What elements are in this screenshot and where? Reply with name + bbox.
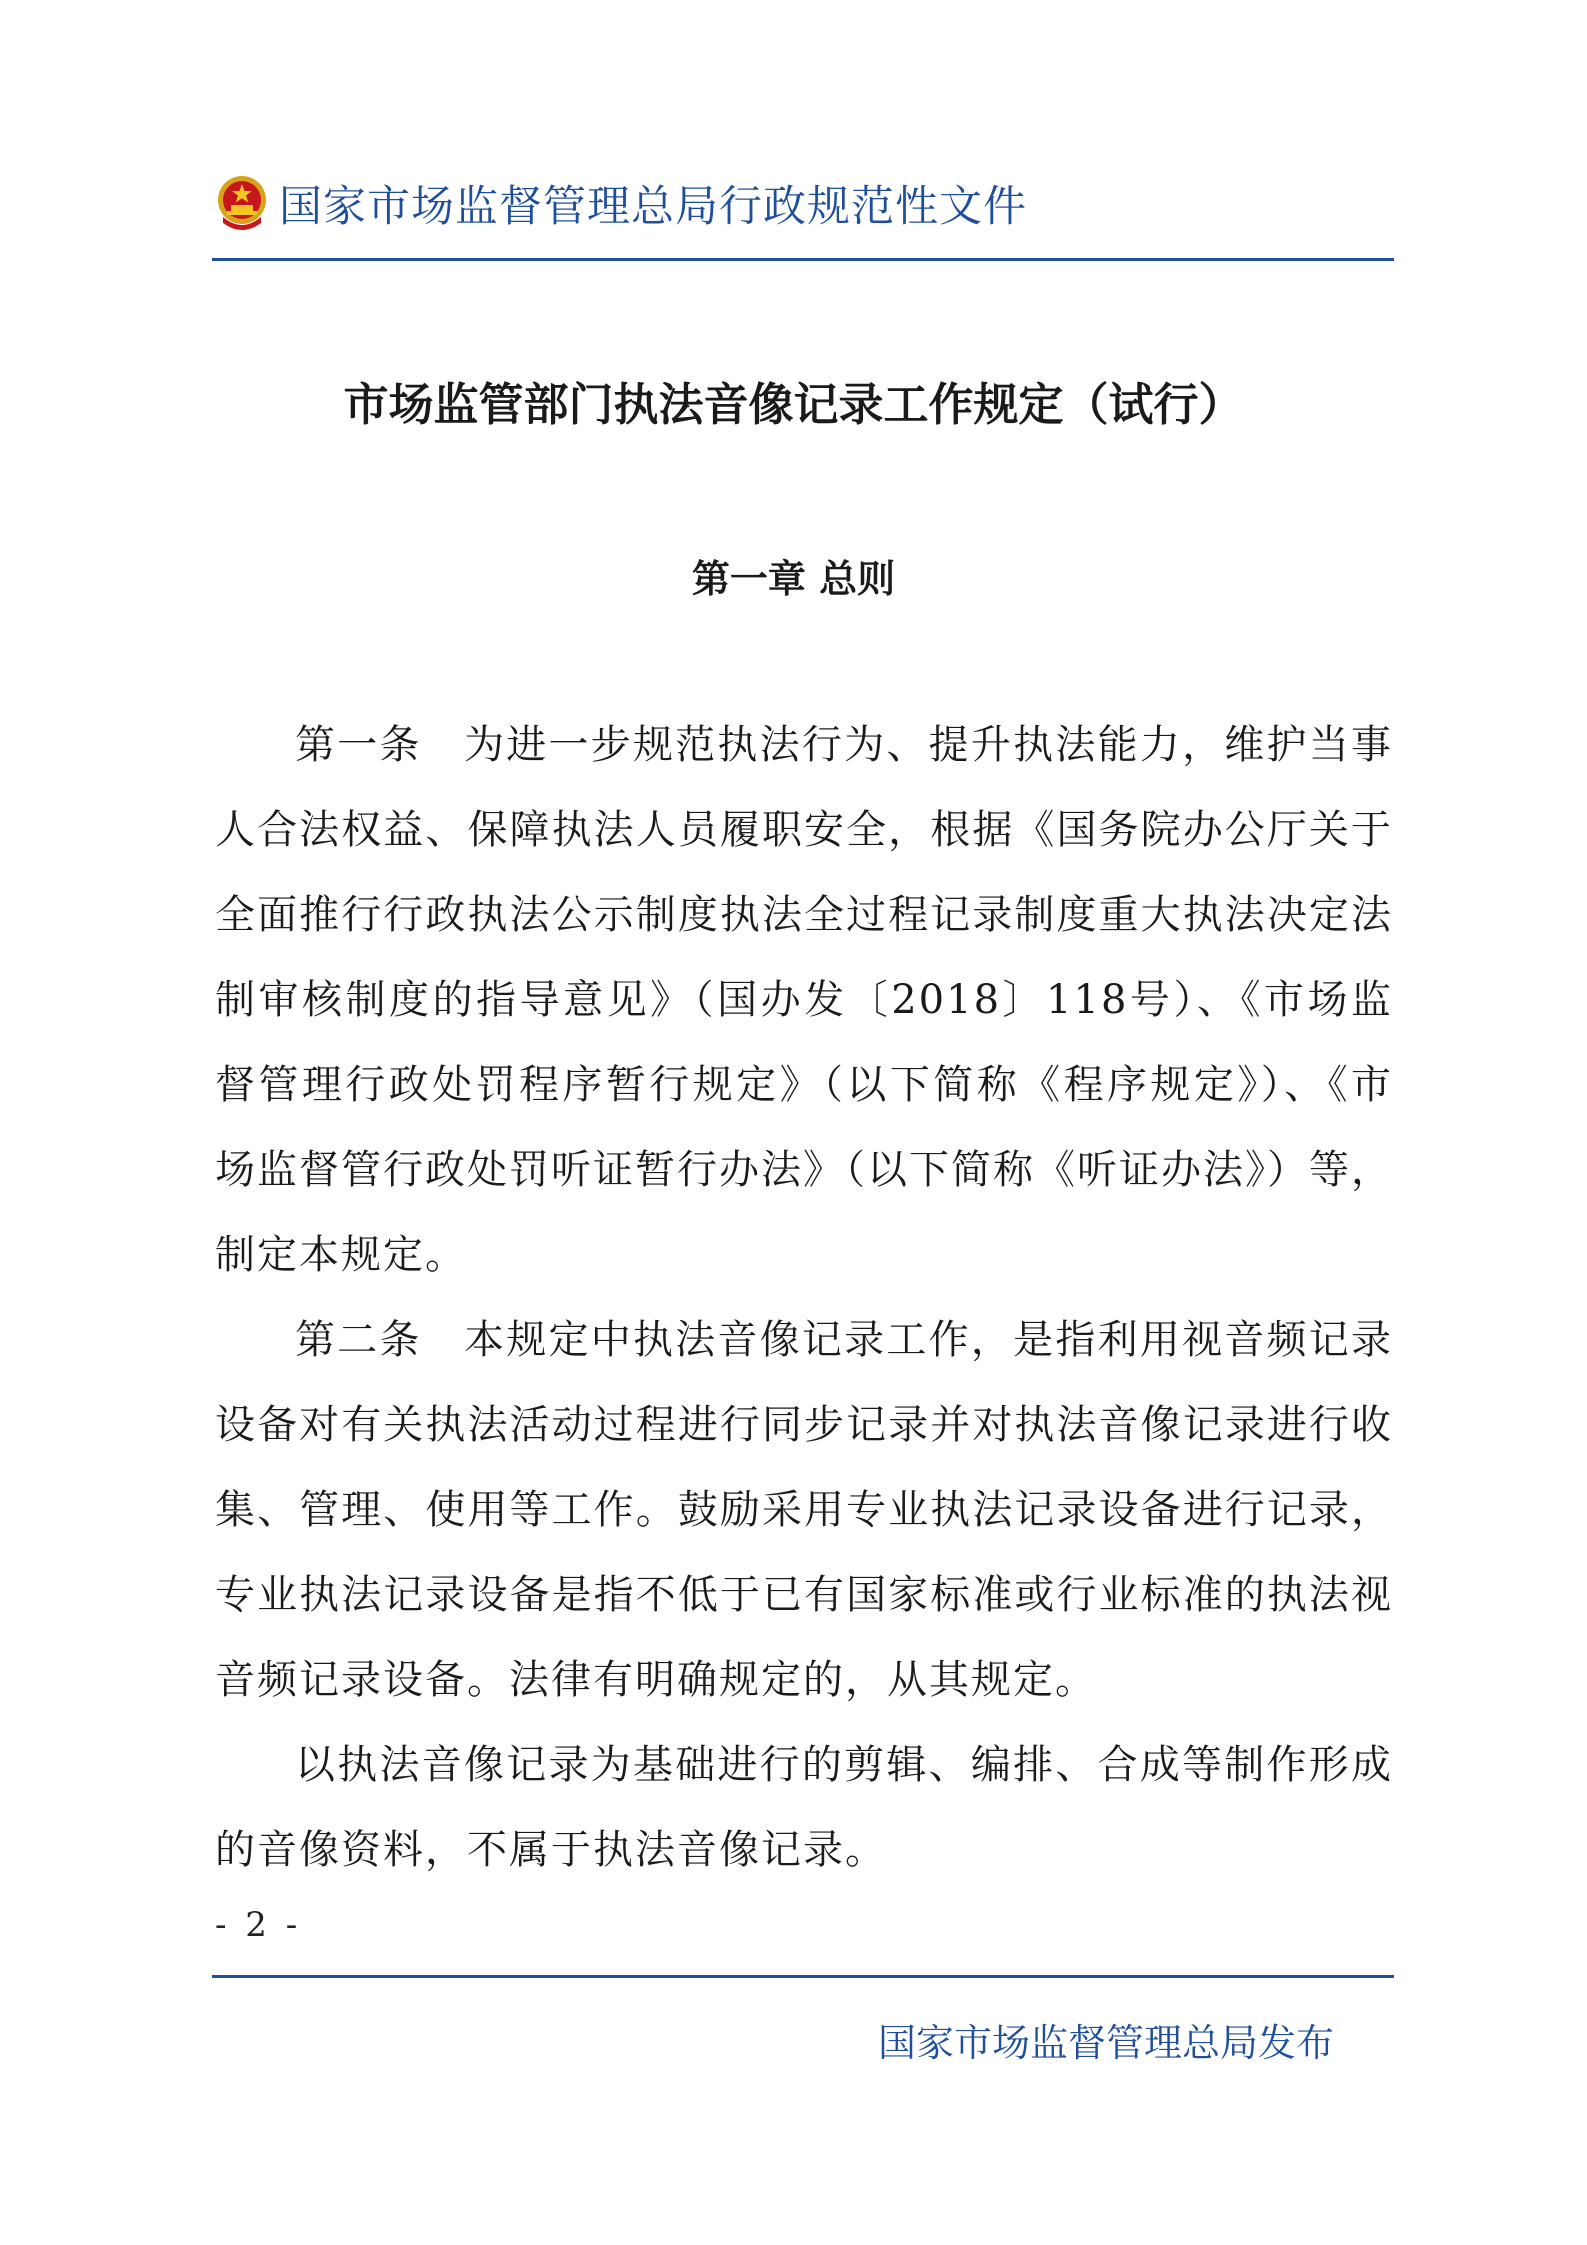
paragraph (215, 1723, 1393, 1893)
article-text: 为进一步规范执法行为、提升执法能力，维护当事人合法权益、保障执法人员履职安全，根据《国务院办公厅关于全面推行行政执法公示制度执法全过程记录制度重大执法决定法制审核制度的指导意见》（国办发〔2018〕118号）、《市场监督管理行政处罚程序暂行规定》（以下简称《程序规定》）、《市场监督管行政处罚听证暂行办法》（以下简称《听证办法》）等，制定本规定。 (215, 722, 1394, 1278)
national-emblem-icon (215, 173, 269, 233)
header-title: 国家市场监督管理总局行政规范性文件 (279, 181, 1027, 232)
chapter-heading: 第一章 总则 (691, 557, 896, 601)
document-body (215, 703, 1393, 1893)
article-paragraph (215, 703, 1393, 1298)
publisher-footer: 国家市场监督管理总局发布 (878, 2021, 1335, 2065)
page-number: - 2 - (215, 1905, 302, 1945)
paragraph-text: 以执法音像记录为基础进行的剪辑、编排、合成等制作形成的音像资料，不属于执法音像记录。 (215, 1742, 1393, 1873)
document-title: 市场监管部门执法音像记录工作规定（试行） (343, 378, 1244, 431)
article-label: 第二条 (295, 1317, 422, 1363)
document-header (215, 168, 1027, 238)
article-gap (422, 1317, 464, 1363)
article-gap (422, 722, 464, 768)
header-divider (212, 258, 1394, 261)
article-text: 本规定中执法音像记录工作，是指利用视音频记录设备对有关执法活动过程进行同步记录并对执法音像记录进行收集、管理、使用等工作。鼓励采用专业执法记录设备进行记录，专业执法记录设备是指不低于已有国家标准或行业标准的执法视音频记录设备。法律有明确规定的，从其规定。 (215, 1317, 1394, 1703)
footer-divider (212, 1975, 1394, 1978)
article-label: 第一条 (295, 722, 422, 768)
article-paragraph (215, 1298, 1393, 1723)
